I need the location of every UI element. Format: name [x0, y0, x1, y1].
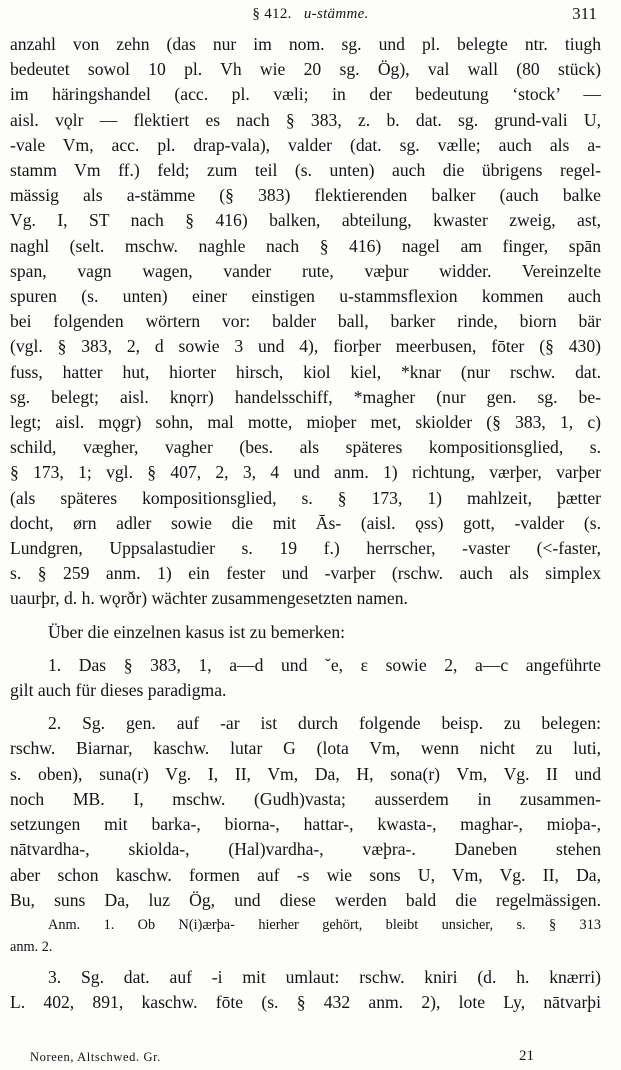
footer	[30, 1050, 590, 1068]
text-line: uaurþr, d. h. wǫrðr) wächter zusammengesetzten namen.	[10, 588, 408, 609]
text-line: im häringshandel (acc. pl. væli; in der bedeutung ‘stock’ —	[10, 84, 601, 105]
text-line: -vale Vm, acc. pl. drap-vala), valder (dat. sg. vælle; auch als a-	[10, 134, 601, 155]
header-title	[0, 6, 621, 23]
item-3-line: 3. Sg. dat. auf -i mit umlaut: rschw. kniri (d. h. knærri)	[48, 966, 601, 987]
item-1-line: 1. Das § 383, 1, a—d und ˘e, ε sowie 2, a—c angeführte	[48, 654, 601, 675]
running-header	[0, 4, 621, 26]
footer-source: Noreen, Altschwed. Gr.	[30, 1050, 161, 1064]
text-line: anzahl von zehn (das nur im nom. sg. und pl. belegte ntr. tiugh	[10, 34, 601, 54]
item-2-line: aber schon kaschw. formen auf -s wie sons U, Vm, Vg. II, Da,	[10, 864, 601, 885]
text-line: fuss, hatter hut, hiorter hirsch, kiol kiel, *knar (nur rschw. dat.	[10, 361, 601, 382]
signature-mark: 21	[519, 1048, 534, 1064]
text-body	[10, 32, 601, 1015]
text-line: (vgl. § 383, 2, d sowie 3 und 4), fiorþer meerbusen, fōter (§ 430)	[10, 336, 601, 357]
page-number: 311	[572, 4, 597, 23]
text-line: legt; aisl. mǫgr) sohn, mal motte, mioþer met, skiolder (§ 383, 1, c)	[10, 412, 601, 433]
header-topic: u-stämme.	[303, 6, 369, 22]
item-1-line: gilt auch für dieses paradigma.	[10, 680, 227, 701]
item-2-line: s. oben), suna(r) Vg. I, II, Vm, Da, H, sona(r) Vm, Vg. II und	[10, 763, 601, 784]
text-line: sg. belegt; aisl. knǫrr) handelsschiff, *magher (nur gen. sg. be-	[10, 386, 601, 407]
annotation-line: anm. 2.	[10, 938, 53, 955]
item-2-line: setzungen mit barka-, biorna-, hattar-, kwasta-, maghar-, mioþa-,	[10, 814, 601, 835]
item-2-line: Bu, suns Da, luz Ög, und diese werden bald die regelmässigen.	[10, 889, 601, 910]
item-2-line: nātvardha-, skiolda-, (Hal)vardha-, væþra-. Daneben stehen	[10, 839, 601, 860]
text-line: aisl. vǫlr — flektiert es nach § 383, z. b. dat. sg. grund-vali U,	[10, 109, 601, 130]
text-line: spuren (s. unten) einer einstigen u-stammsflexion kommen auch	[10, 286, 601, 307]
text-line: span, vagn wagen, vander rute, væþur widder. Vereinzelte	[10, 260, 601, 281]
text-line: naghl (selt. mschw. naghle nach § 416) nagel am finger, spān	[10, 235, 601, 256]
item-2-line: noch MB. I, mschw. (Gudh)vasta; ausserdem in zusammen-	[10, 788, 601, 809]
text-line: (als späteres kompositionsglied, s. § 173, 1) mahlzeit, þætter	[10, 487, 601, 508]
text-line: mässig als a-stämme (§ 383) flektierenden balker (auch balke	[10, 185, 601, 206]
text-line: bedeutet sowol 10 pl. Vh wie 20 sg. Ög), val wall (80 stück)	[10, 59, 601, 80]
text-line: schild, vægher, vagher (bes. als späteres kompositionsglied, s.	[10, 437, 601, 458]
section-heading: Über die einzelnen kasus ist zu bemerken:	[48, 621, 346, 642]
header-section: § 412.	[252, 6, 292, 22]
item-2-line: rschw. Biarnar, kaschw. lutar G (lota Vm, wenn nicht zu luti,	[10, 738, 601, 759]
item-2-line: 2. Sg. gen. auf -ar ist durch folgende beisp. zu belegen:	[48, 713, 601, 734]
item-3-line: L. 402, 891, kaschw. fōte (s. § 432 anm. 2), lote Ly, nātvarþi	[10, 992, 601, 1013]
text-line: bei folgenden wörtern vor: balder ball, barker rinde, biorn bär	[10, 311, 601, 332]
text-line: docht, ørn adler sowie die mit Ās- (aisl. ǫss) gott, -valder (s.	[10, 512, 601, 533]
text-line: Vg. I, ST nach § 416) balken, abteilung, kwaster zweig, ast,	[10, 210, 601, 231]
text-line: § 173, 1; vgl. § 407, 2, 3, 4 und anm. 1) richtung, værþer, varþer	[10, 462, 601, 483]
text-line: s. § 259 anm. 1) ein fester und -varþer (rschw. auch als simplex	[10, 563, 601, 584]
text-line: stamm Vm ff.) feld; zum teil (s. unten) auch die übrigens regel-	[10, 160, 601, 181]
annotation-line: Anm. 1. Ob N(i)ærþa- hierher gehört, bleibt unsicher, s. § 313	[48, 916, 601, 933]
text-line: Lundgren, Uppsalastudier s. 19 f.) herrscher, -vaster (<-faster,	[10, 538, 601, 559]
